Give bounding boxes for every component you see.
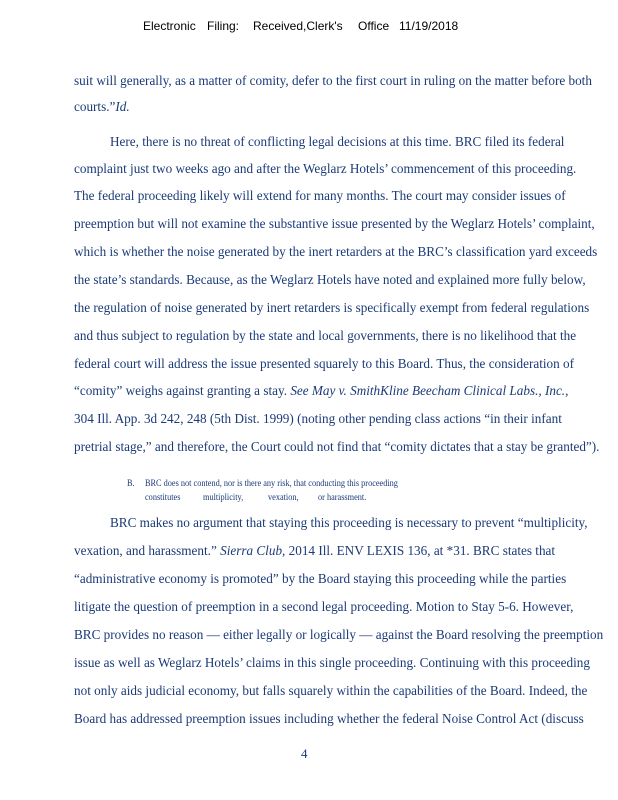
body-line: litigate the question of preemption in a second legal proceeding. Motion to Stay 5-6. However, bbox=[74, 599, 574, 614]
header-electronic: Electronic bbox=[143, 19, 196, 33]
body-line: which is whether the noise generated by the inert retarders at the BRC’s classification yard exceeds bbox=[74, 244, 598, 259]
citation-id: Id. bbox=[115, 99, 130, 114]
heading-b-word: constitutes bbox=[145, 492, 181, 502]
body-line: issue as well as Weglarz Hotels’ claims in this single proceeding. Continuing with this proceeding bbox=[74, 655, 590, 670]
header-office: Office bbox=[358, 19, 390, 33]
body-line bbox=[74, 99, 130, 115]
heading-b-word: or harassment. bbox=[318, 492, 367, 502]
body-line bbox=[74, 383, 568, 399]
filing-stamp-header bbox=[0, 19, 618, 37]
body-line: suit will generally, as a matter of comity, defer to the first court in ruling on the matter before both bbox=[74, 73, 592, 88]
case-citation: Sierra Club bbox=[220, 543, 283, 558]
body-line: Board has addressed preemption issues including whether the federal Noise Control Act (discuss bbox=[74, 711, 584, 726]
body-line: BRC makes no argument that staying this proceeding is necessary to prevent “multiplicity, bbox=[110, 515, 588, 530]
body-line: Here, there is no threat of conflicting legal decisions at this time. BRC filed its federal bbox=[110, 134, 565, 149]
body-line: not only aids judicial economy, but falls squarely within the capabilities of the Board. Indeed, the bbox=[74, 683, 588, 698]
header-received: Received,Clerk's bbox=[253, 19, 343, 33]
body-line: complaint just two weeks ago and after the Weglarz Hotels’ commencement of this proceeding. bbox=[74, 161, 577, 176]
page-number: 4 bbox=[301, 746, 308, 761]
body-line: 304 Ill. App. 3d 242, 248 (5th Dist. 1999) (noting other pending class actions “in their infant bbox=[74, 411, 562, 426]
heading-b-word: multiplicity, bbox=[203, 492, 244, 502]
body-line bbox=[74, 543, 555, 559]
text-run: vexation, and harassment.” bbox=[74, 543, 221, 558]
heading-b-word: vexation, bbox=[268, 492, 299, 502]
body-line: preemption but will not examine the substantive issue presented by the Weglarz Hotels’ complaint, bbox=[74, 216, 595, 231]
text-run: “comity” weighs against granting a stay. bbox=[74, 383, 291, 398]
text-run: , bbox=[565, 383, 569, 398]
header-date: 11/19/2018 bbox=[399, 19, 459, 33]
heading-b-label: B. bbox=[127, 478, 135, 488]
header-filing: Filing: bbox=[207, 19, 240, 33]
body-line: the state’s standards. Because, as the Weglarz Hotels have noted and explained more fully below, bbox=[74, 272, 586, 287]
body-line: pretrial stage,” and therefore, the Court could not find that “comity dictates that a stay be granted”). bbox=[74, 439, 600, 454]
body-line: BRC provides no reason — either legally or logically — against the Board resolving the preemption bbox=[74, 627, 604, 642]
text-run: courts.” bbox=[74, 99, 116, 114]
body-line: and thus subject to regulation by the state and local governments, there is no likelihood that the bbox=[74, 328, 577, 343]
body-line: the regulation of noise generated by inert retarders is specifically exempt from federal regulations bbox=[74, 300, 590, 315]
body-line: The federal proceeding likely will extend for many months. The court may consider issues of bbox=[74, 188, 566, 203]
text-run: , 2014 Ill. ENV LEXIS 136, at *31. BRC states that bbox=[282, 543, 556, 558]
body-line: federal court will address the issue presented squarely to this Board. Thus, the consideration of bbox=[74, 356, 575, 371]
body-line: “administrative economy is promoted” by the Board staying this proceeding while the parties bbox=[74, 571, 567, 586]
heading-b-line: BRC does not contend, nor is there any risk, that conducting this proceeding bbox=[145, 478, 398, 488]
case-citation: See May v. SmithKline Beecham Clinical Labs., Inc. bbox=[290, 383, 566, 398]
